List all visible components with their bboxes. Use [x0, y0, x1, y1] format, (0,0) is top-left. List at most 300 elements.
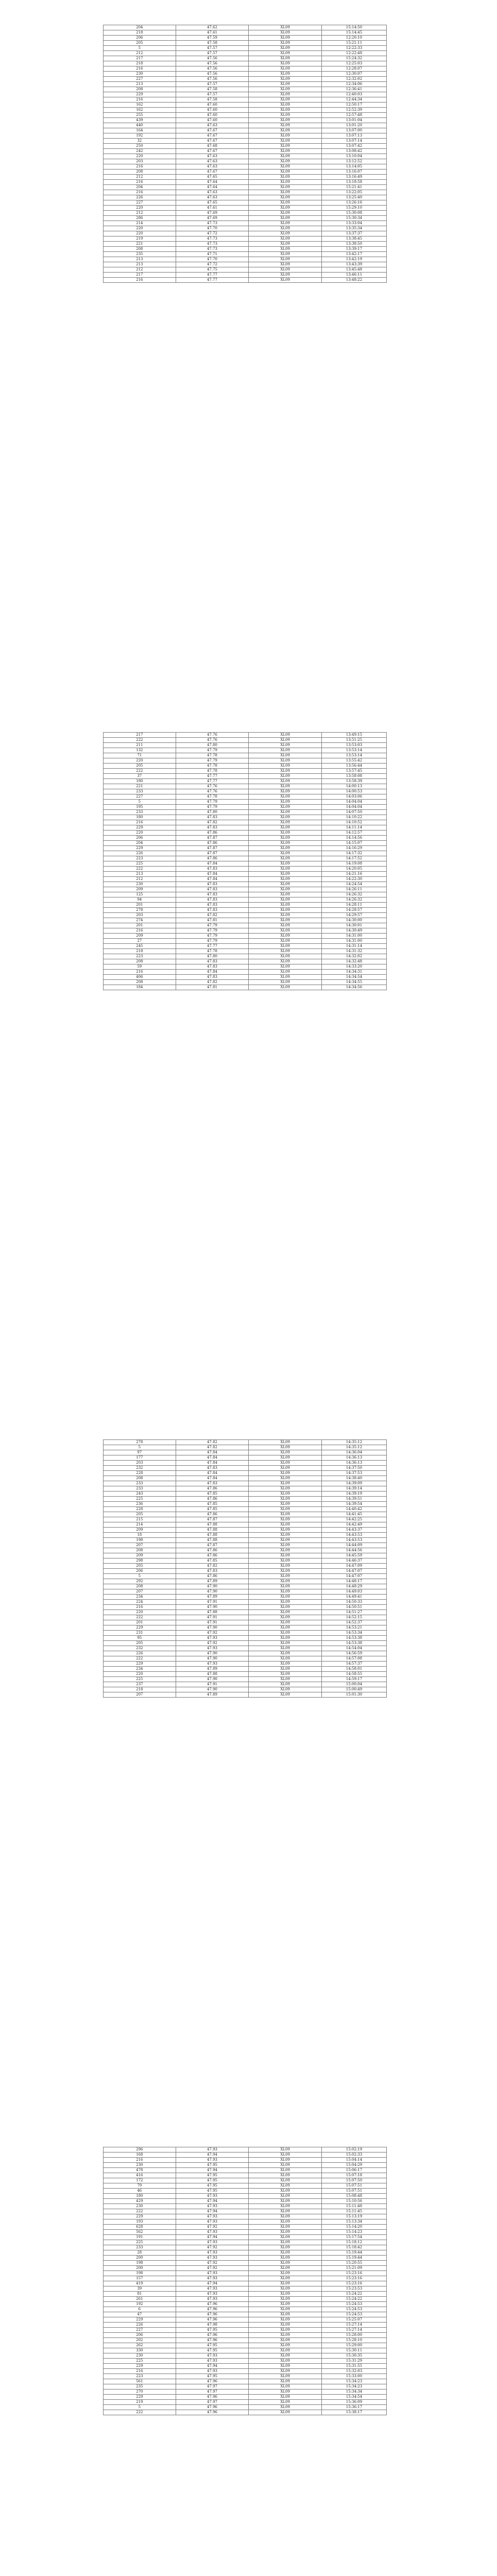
venue-cell: XL09 [249, 2250, 322, 2256]
price-cell: 47.89 [176, 1579, 249, 1584]
time-cell: 13:42:17 [321, 252, 386, 257]
table-row [104, 195, 387, 200]
venue-cell: XL09 [249, 1692, 322, 1698]
volume-cell: 215 [104, 1517, 176, 1522]
price-cell: 47.83 [176, 887, 249, 892]
venue-cell: XL09 [249, 1461, 322, 1466]
venue-cell: XL09 [249, 164, 322, 170]
table-row [104, 810, 387, 815]
time-cell: 15:30:11 [321, 2348, 386, 2353]
table-row [104, 56, 387, 61]
time-cell: 13:38:45 [321, 236, 386, 242]
time-cell: 13:01:04 [321, 118, 386, 123]
venue-cell: XL09 [249, 805, 322, 810]
table-row [104, 1450, 387, 1455]
venue-cell: XL09 [249, 108, 322, 113]
table-row [104, 1466, 387, 1471]
volume-cell: 192 [104, 2302, 176, 2307]
venue-cell: XL09 [249, 216, 322, 221]
time-cell: 15:07:51 [321, 2183, 386, 2189]
venue-cell: XL09 [249, 1553, 322, 1558]
table-row [104, 733, 387, 738]
price-cell: 47.92 [176, 2266, 249, 2271]
venue-cell: XL09 [249, 1595, 322, 1600]
time-cell: 15:24:53 [321, 2302, 386, 2307]
volume-cell: 220 [104, 206, 176, 211]
table-row [104, 846, 387, 851]
time-cell: 14:03:06 [321, 794, 386, 800]
venue-cell: XL09 [249, 61, 322, 66]
table-row [104, 2235, 387, 2240]
venue-cell: XL09 [249, 2395, 322, 2400]
venue-cell: XL09 [249, 2163, 322, 2168]
table-row [104, 1600, 387, 1605]
venue-cell: XL09 [249, 92, 322, 97]
price-cell: 47.67 [176, 133, 249, 139]
volume-cell: 214 [104, 221, 176, 226]
table-row [104, 2348, 387, 2353]
table-row [104, 2230, 387, 2235]
volume-cell: 201 [104, 903, 176, 908]
table-row [104, 41, 387, 46]
venue-cell: XL09 [249, 41, 322, 46]
venue-cell: XL09 [249, 1528, 322, 1533]
table-row [104, 1636, 387, 1641]
time-cell: 15:30:35 [321, 2353, 386, 2359]
time-cell: 15:21:41 [321, 185, 386, 190]
table-row [104, 2405, 387, 2410]
time-cell: 15:19:44 [321, 2256, 386, 2261]
volume-cell: 216 [104, 190, 176, 195]
table-row [104, 25, 387, 30]
table-row [104, 1595, 387, 1600]
time-cell: 13:45:48 [321, 267, 386, 273]
price-cell: 47.84 [176, 1461, 249, 1466]
volume-cell: 230 [104, 2163, 176, 2168]
time-cell: 13:16:07 [321, 170, 386, 175]
table-row [104, 1631, 387, 1636]
price-cell: 47.56 [176, 66, 249, 72]
price-cell: 47.93 [176, 2256, 249, 2261]
venue-cell: XL09 [249, 82, 322, 87]
volume-cell: 226 [104, 851, 176, 856]
volume-cell: 230 [104, 2204, 176, 2209]
time-cell: 15:14:20 [321, 2225, 386, 2230]
table-row [104, 789, 387, 794]
table-row [104, 2369, 387, 2374]
table-row [104, 2281, 387, 2286]
venue-cell: XL09 [249, 2256, 322, 2261]
price-cell: 47.90 [176, 1677, 249, 1682]
venue-cell: XL09 [249, 1672, 322, 1677]
table-row [104, 2400, 387, 2405]
venue-cell: XL09 [249, 944, 322, 949]
table-row [104, 1548, 387, 1553]
time-cell: 14:39:51 [321, 1497, 386, 1502]
table-row [104, 1682, 387, 1687]
price-cell: 47.86 [176, 1548, 249, 1553]
volume-cell: 245 [104, 944, 176, 949]
venue-cell: XL09 [249, 77, 322, 82]
time-cell: 15:24:53 [321, 2307, 386, 2312]
price-cell: 47.93 [176, 2276, 249, 2281]
table-row [104, 1486, 387, 1492]
venue-cell: XL09 [249, 2245, 322, 2250]
volume-cell: 216 [104, 164, 176, 170]
price-cell: 47.93 [176, 2271, 249, 2276]
table-row [104, 72, 387, 77]
volume-cell: 226 [104, 1651, 176, 1656]
table-row [104, 108, 387, 113]
table-row [104, 887, 387, 892]
table-row [104, 2359, 387, 2364]
time-cell: 15:23:16 [321, 2271, 386, 2276]
price-cell: 47.79 [176, 939, 249, 944]
price-cell: 47.94 [176, 2364, 249, 2369]
volume-cell: 27 [104, 939, 176, 944]
venue-cell: XL09 [249, 1574, 322, 1579]
venue-cell: XL09 [249, 2333, 322, 2338]
time-cell: 14:31:00 [321, 934, 386, 939]
time-cell: 14:42:25 [321, 1517, 386, 1522]
venue-cell: XL09 [249, 959, 322, 964]
price-cell: 47.93 [176, 2194, 249, 2199]
time-cell: 15:07:50 [321, 2178, 386, 2183]
table-row [104, 2328, 387, 2333]
venue-cell: XL09 [249, 2307, 322, 2312]
time-cell: 14:35:12 [321, 1440, 386, 1445]
time-cell: 13:07:14 [321, 139, 386, 144]
venue-cell: XL09 [249, 1522, 322, 1528]
time-cell: 15:32:03 [321, 2369, 386, 2374]
table-row [104, 2384, 387, 2389]
volume-cell: 222 [104, 2209, 176, 2214]
table-row [104, 1605, 387, 1610]
table-row [104, 66, 387, 72]
table-row [104, 1692, 387, 1698]
price-cell: 47.84 [176, 872, 249, 877]
volume-cell: 180 [104, 815, 176, 820]
venue-cell: XL09 [249, 1445, 322, 1450]
table-row [104, 877, 387, 882]
table-row [104, 2353, 387, 2359]
price-cell: 47.87 [176, 836, 249, 841]
time-cell: 14:39:14 [321, 1486, 386, 1492]
price-cell: 47.94 [176, 2153, 249, 2158]
time-cell: 12:25:03 [321, 61, 386, 66]
price-cell: 47.94 [176, 2168, 249, 2173]
table-row [104, 61, 387, 66]
time-cell: 15:29:10 [321, 206, 386, 211]
time-cell: 15:14:45 [321, 30, 386, 36]
venue-cell: XL09 [249, 2302, 322, 2307]
time-cell: 15:04:14 [321, 2158, 386, 2163]
time-cell: 15:07:18 [321, 2173, 386, 2178]
table-row [104, 748, 387, 753]
venue-cell: XL09 [249, 800, 322, 805]
price-cell: 47.93 [176, 2286, 249, 2292]
price-cell: 47.64 [176, 180, 249, 185]
table-row [104, 2168, 387, 2173]
venue-cell: XL09 [249, 1631, 322, 1636]
time-cell: 14:19:08 [321, 861, 386, 867]
table-row [104, 1651, 387, 1656]
venue-cell: XL09 [249, 1466, 322, 1471]
price-cell: 47.79 [176, 923, 249, 928]
table-row [104, 1471, 387, 1476]
volume-cell: 224 [104, 1600, 176, 1605]
volume-cell: 206 [104, 2333, 176, 2338]
time-cell: 14:43:37 [321, 1528, 386, 1533]
table-row [104, 159, 387, 164]
venue-cell: XL09 [249, 913, 322, 918]
price-cell: 47.95 [176, 2348, 249, 2353]
price-cell: 47.76 [176, 784, 249, 789]
time-cell: 14:50:33 [321, 1600, 386, 1605]
table-row [104, 2338, 387, 2343]
volume-cell: 198 [104, 2261, 176, 2266]
volume-cell: 255 [104, 113, 176, 118]
venue-cell: XL09 [249, 934, 322, 939]
table-row [104, 1553, 387, 1558]
table-row [104, 1569, 387, 1574]
venue-cell: XL09 [249, 970, 322, 975]
table-row [104, 1481, 387, 1486]
price-cell: 47.67 [176, 128, 249, 133]
time-cell: 13:43:39 [321, 262, 386, 267]
time-cell: 15:14:23 [321, 2230, 386, 2235]
price-cell: 47.88 [176, 1522, 249, 1528]
venue-cell: XL09 [249, 841, 322, 846]
price-cell: 47.80 [176, 743, 249, 748]
venue-cell: XL09 [249, 2240, 322, 2245]
table-row [104, 980, 387, 985]
time-cell: 15:11:45 [321, 2209, 386, 2214]
volume-cell: 208 [104, 959, 176, 964]
volume-cell: 216 [104, 2158, 176, 2163]
price-cell: 47.86 [176, 1574, 249, 1579]
volume-cell: 227 [104, 794, 176, 800]
price-cell: 47.94 [176, 2235, 249, 2240]
time-cell: 14:35:12 [321, 1445, 386, 1450]
volume-cell: 232 [104, 1646, 176, 1651]
venue-cell: XL09 [249, 2353, 322, 2359]
table-row [104, 144, 387, 149]
time-cell: 14:52:15 [321, 1615, 386, 1620]
time-cell: 14:48:17 [321, 1579, 386, 1584]
price-cell: 47.97 [176, 2400, 249, 2405]
venue-cell: XL09 [249, 231, 322, 236]
price-cell: 47.96 [176, 2410, 249, 2415]
table-row [104, 2266, 387, 2271]
time-cell: 14:58:01 [321, 1667, 386, 1672]
time-cell: 15:31:55 [321, 2364, 386, 2369]
venue-cell: XL09 [249, 877, 322, 882]
price-cell: 47.91 [176, 1615, 249, 1620]
table-row [104, 923, 387, 928]
table-row [104, 769, 387, 774]
volume-cell: 209 [104, 1528, 176, 1533]
volume-cell: 5 [104, 1574, 176, 1579]
volume-cell: 220 [104, 231, 176, 236]
price-cell: 47.88 [176, 1533, 249, 1538]
price-cell: 47.95 [176, 2183, 249, 2189]
venue-cell: XL09 [249, 1641, 322, 1646]
time-cell: 12:20:10 [321, 36, 386, 41]
volume-cell: 223 [104, 954, 176, 959]
volume-cell: 125 [104, 892, 176, 897]
time-cell: 13:33:04 [321, 221, 386, 226]
price-cell: 47.94 [176, 2199, 249, 2204]
volume-cell: 200 [104, 2256, 176, 2261]
time-cell: 14:46:37 [321, 1558, 386, 1564]
venue-cell: XL09 [249, 25, 322, 30]
venue-cell: XL09 [249, 195, 322, 200]
venue-cell: XL09 [249, 221, 322, 226]
table-row [104, 180, 387, 185]
time-cell: 15:19:44 [321, 2250, 386, 2256]
price-cell: 47.84 [176, 861, 249, 867]
venue-cell: XL09 [249, 2384, 322, 2389]
table-row [104, 1512, 387, 1517]
price-cell: 47.85 [176, 1558, 249, 1564]
time-cell: 14:59:17 [321, 1677, 386, 1682]
price-cell: 47.82 [176, 1564, 249, 1569]
venue-cell: XL09 [249, 257, 322, 262]
price-cell: 47.83 [176, 892, 249, 897]
table-row [104, 221, 387, 226]
time-cell: 15:27:14 [321, 2323, 386, 2328]
price-cell: 47.95 [176, 2189, 249, 2194]
price-cell: 47.83 [176, 959, 249, 964]
venue-cell: XL09 [249, 2183, 322, 2189]
table-row [104, 2225, 387, 2230]
volume-cell: 177 [104, 1455, 176, 1461]
venue-cell: XL09 [249, 964, 322, 970]
volume-cell: 220 [104, 1672, 176, 1677]
table-row [104, 1579, 387, 1584]
volume-cell: 208 [104, 1476, 176, 1481]
price-cell: 47.83 [176, 897, 249, 903]
time-cell: 14:04:04 [321, 805, 386, 810]
table-row [104, 273, 387, 278]
volume-cell: 222 [104, 769, 176, 774]
volume-cell: 220 [104, 758, 176, 764]
venue-cell: XL09 [249, 831, 322, 836]
table-row [104, 2317, 387, 2323]
volume-cell: 206 [104, 836, 176, 841]
volume-cell: 162 [104, 108, 176, 113]
venue-cell: XL09 [249, 856, 322, 861]
volume-cell: 217 [104, 733, 176, 738]
venue-cell: XL09 [249, 2379, 322, 2384]
table-row [104, 128, 387, 133]
volume-cell: 212 [104, 877, 176, 882]
time-cell: 13:07:42 [321, 144, 386, 149]
time-cell: 14:16:29 [321, 846, 386, 851]
table-row [104, 103, 387, 108]
volume-cell: 18 [104, 1533, 176, 1538]
volume-cell: 5 [104, 800, 176, 805]
table-row [104, 200, 387, 206]
venue-cell: XL09 [249, 1512, 322, 1517]
price-cell: 47.91 [176, 1682, 249, 1687]
time-cell: 14:38:40 [321, 1476, 386, 1481]
time-cell: 15:18:12 [321, 2240, 386, 2245]
time-cell: 13:51:25 [321, 738, 386, 743]
price-cell: 47.78 [176, 769, 249, 774]
price-cell: 47.95 [176, 2328, 249, 2333]
time-cell: 14:34:31 [321, 970, 386, 975]
volume-cell: 439 [104, 118, 176, 123]
venue-cell: XL09 [249, 851, 322, 856]
volume-cell: 94 [104, 897, 176, 903]
venue-cell: XL09 [249, 113, 322, 118]
time-cell: 13:39:17 [321, 247, 386, 252]
time-cell: 14:39:19 [321, 1492, 386, 1497]
time-cell: 14:39:54 [321, 1502, 386, 1507]
time-cell: 14:26:32 [321, 897, 386, 903]
time-cell: 15:21:09 [321, 2266, 386, 2271]
table-row [104, 2250, 387, 2256]
volume-cell: 229 [104, 846, 176, 851]
volume-cell: 233 [104, 1481, 176, 1486]
time-cell: 15:34:23 [321, 2384, 386, 2389]
price-cell: 47.93 [176, 2240, 249, 2245]
trade-table-body [104, 733, 387, 990]
volume-cell: 416 [104, 2173, 176, 2178]
price-cell: 47.82 [176, 1445, 249, 1450]
table-row [104, 242, 387, 247]
price-cell: 47.80 [176, 954, 249, 959]
volume-cell: 59 [104, 964, 176, 970]
volume-cell: 230 [104, 882, 176, 887]
venue-cell: XL09 [249, 1450, 322, 1455]
table-row [104, 1440, 387, 1445]
volume-cell: 221 [104, 242, 176, 247]
price-cell: 47.67 [176, 149, 249, 154]
volume-cell: 222 [104, 2410, 176, 2415]
table-row [104, 175, 387, 180]
venue-cell: XL09 [249, 236, 322, 242]
volume-cell: 229 [104, 2364, 176, 2369]
venue-cell: XL09 [249, 139, 322, 144]
volume-cell: 233 [104, 789, 176, 794]
time-cell: 15:29:00 [321, 2343, 386, 2348]
price-cell: 47.73 [176, 236, 249, 242]
price-cell: 47.73 [176, 242, 249, 247]
price-cell: 47.86 [176, 1553, 249, 1558]
price-cell: 47.84 [176, 1450, 249, 1455]
venue-cell: XL09 [249, 87, 322, 92]
venue-cell: XL09 [249, 66, 322, 72]
volume-cell: 216 [104, 66, 176, 72]
price-cell: 47.83 [176, 908, 249, 913]
volume-cell: 219 [104, 236, 176, 242]
price-cell: 47.98 [176, 2323, 249, 2328]
volume-cell: 562 [104, 2230, 176, 2235]
time-cell: 15:10:56 [321, 2199, 386, 2204]
table-row [104, 257, 387, 262]
venue-cell: XL09 [249, 2292, 322, 2297]
time-cell: 14:20:05 [321, 867, 386, 872]
price-cell: 47.83 [176, 1481, 249, 1486]
venue-cell: XL09 [249, 2276, 322, 2281]
table-row [104, 2199, 387, 2204]
volume-cell: 208 [104, 1548, 176, 1553]
price-cell: 47.78 [176, 753, 249, 758]
price-cell: 47.65 [176, 200, 249, 206]
